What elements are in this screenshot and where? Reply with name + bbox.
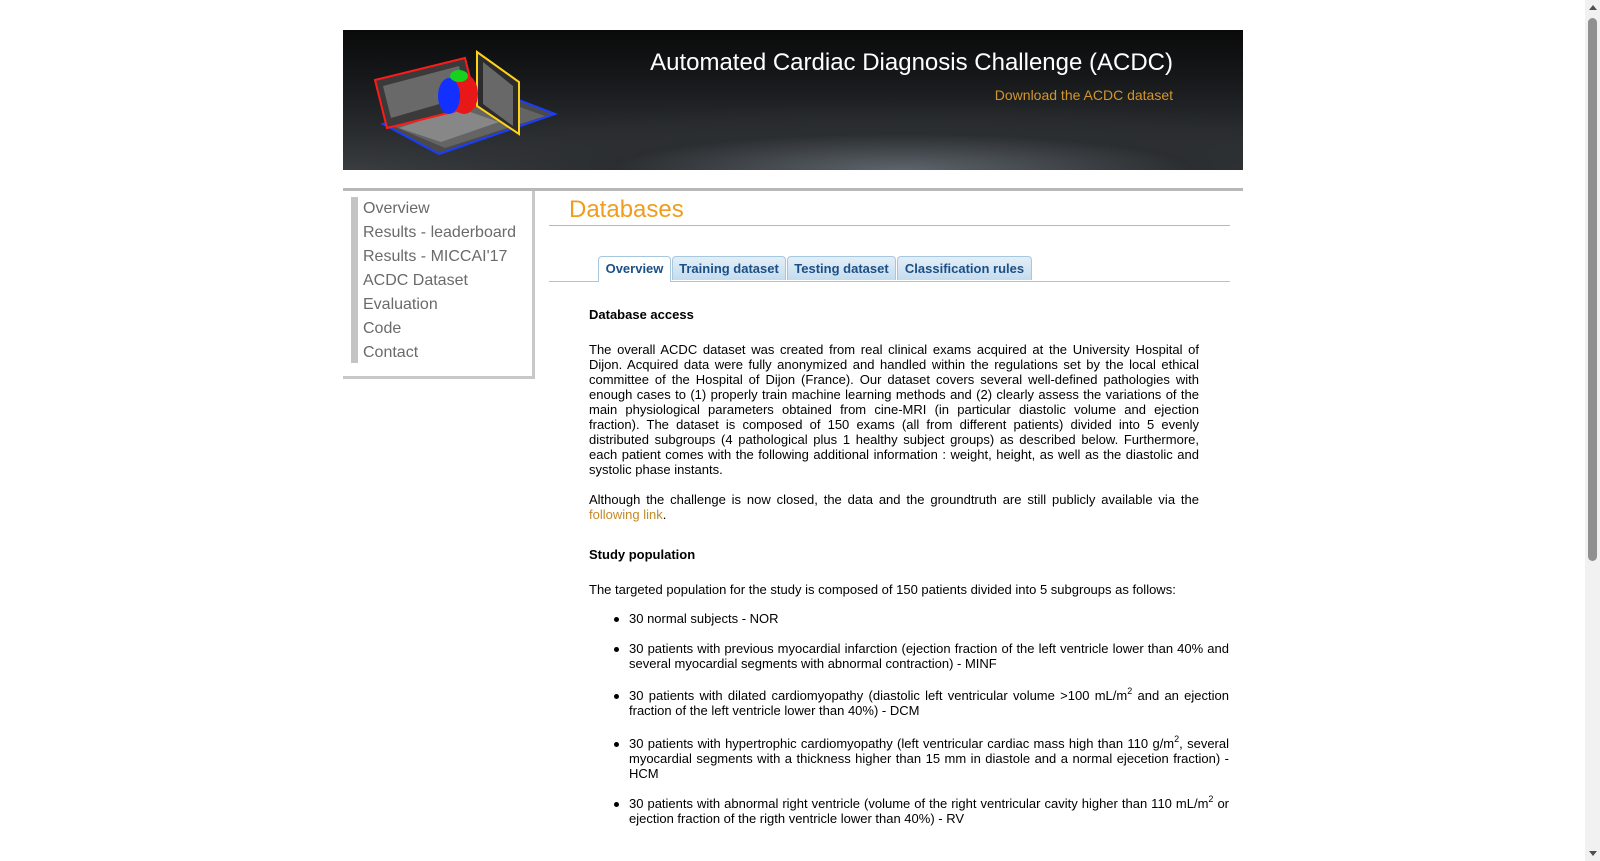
tab-training-dataset[interactable]: Training dataset [672,256,786,280]
list-item-rv-text-end: or ejection fraction of the rigth ventricle lower than 40%) - RV [629,796,1230,826]
main-content [549,191,1230,826]
study-population-intro: The targeted population for the study is composed of 150 patients divided into 5 subgroups as follows: [589,582,1176,597]
page-container [343,30,1243,826]
list-item-dcm-text-end: and an ejection fraction of the left ventricle lower than 40%) - DCM [629,688,1229,718]
section-heading-database-access: Database access [589,307,694,322]
section-heading-study-population: Study population [589,547,696,562]
sidebar-item-evaluation[interactable]: Evaluation [363,296,438,313]
list-item-rv [629,793,1230,826]
sidebar [343,191,535,379]
tab-classification-rules[interactable]: Classification rules [897,256,1032,280]
superscript-2: 2 [1208,793,1214,804]
list-item-hcm [629,733,1229,781]
download-dataset-link[interactable]: Download the ACDC dataset [994,87,1173,103]
article [589,307,1230,826]
page-title: Databases [549,191,1230,226]
list-item-hcm-text: 30 patients with hypertrophic cardiomyopathy (left ventricular cardiac mass high than 110 g/m [629,736,1175,751]
superscript-2: 2 [1127,685,1133,696]
sidebar-item-code[interactable]: Code [363,320,402,337]
list-item-hcm-text-end: , several myocardial segments with a thickness higher than 15 mm in diastole and a normal ejecetion fraction) - HCM [629,736,1229,781]
scroll-up-arrow-icon[interactable] [1589,5,1597,10]
sidebar-item-results-leaderboard[interactable]: Results - leaderboard [363,224,516,241]
scroll-down-arrow-icon[interactable] [1589,851,1597,856]
sidebar-menu [363,197,516,365]
tab-testing-dataset[interactable]: Testing dataset [787,256,896,280]
list-item-nor: 30 normal subjects - NOR [629,611,1229,626]
database-description: The overall ACDC dataset was created from real clinical exams acquired at the University Hospital of Dijon. Acquired data were fully anonymized and handled within the regulations set by the local ethical committee of the Hospital of Dijon (France). Our dataset covers several well-defined pathologies with enough cases to (1) properly train machine learning methods and (2) clearly assess the variations of the main physiological parameters obtained from cine-MRI (in particular diastolic volume and ejection fraction). The dataset is composed of 150 exams (all from different patients) divided into 5 evenly distributed subgroups (4 pathological plus 1 healthy subject groups) as described below. Furthermore, each patient comes with the following additional information : weight, height, as well as the diastolic and systolic phase instants. [589,342,1199,477]
sidebar-item-contact[interactable]: Contact [363,344,419,361]
cardiac-mri-logo [369,42,569,160]
list-item-rv-text: 30 patients with abnormal right ventricle (volume of the right ventricular cavity higher than 110 mL/m [629,796,1209,811]
sidebar-item-overview[interactable]: Overview [363,200,430,217]
vertical-scrollbar[interactable] [1585,0,1600,861]
site-header [343,30,1243,170]
scrollbar-thumb[interactable] [1588,18,1597,561]
list-item-dcm-text: 30 patients with dilated cardiomyopathy (diastolic left ventricular volume >100 mL/m [629,688,1128,703]
subgroup-list [629,597,1229,826]
availability-text: Although the challenge is now closed, the data and the groundtruth are still publicly available via the [589,492,1199,507]
tab-overview[interactable]: Overview [598,256,671,282]
superscript-2: 2 [1174,733,1180,744]
list-item-minf: 30 patients with previous myocardial infarction (ejection fraction of the left ventricle lower than 40% and several myocardial segments with abnormal contraction) - MINF [629,641,1229,671]
menu-accent-bar [351,197,358,363]
availability-period: . [662,507,667,522]
tab-bar [549,256,1230,282]
sidebar-item-acdc-dataset[interactable]: ACDC Dataset [363,272,468,289]
list-item-dcm [629,685,1229,718]
site-title: Automated Cardiac Diagnosis Challenge (ACDC) [650,49,1173,76]
sidebar-item-results-miccai17[interactable]: Results - MICCAI'17 [363,248,508,265]
availability-paragraph [589,492,1199,522]
following-link[interactable]: following link [589,507,663,522]
